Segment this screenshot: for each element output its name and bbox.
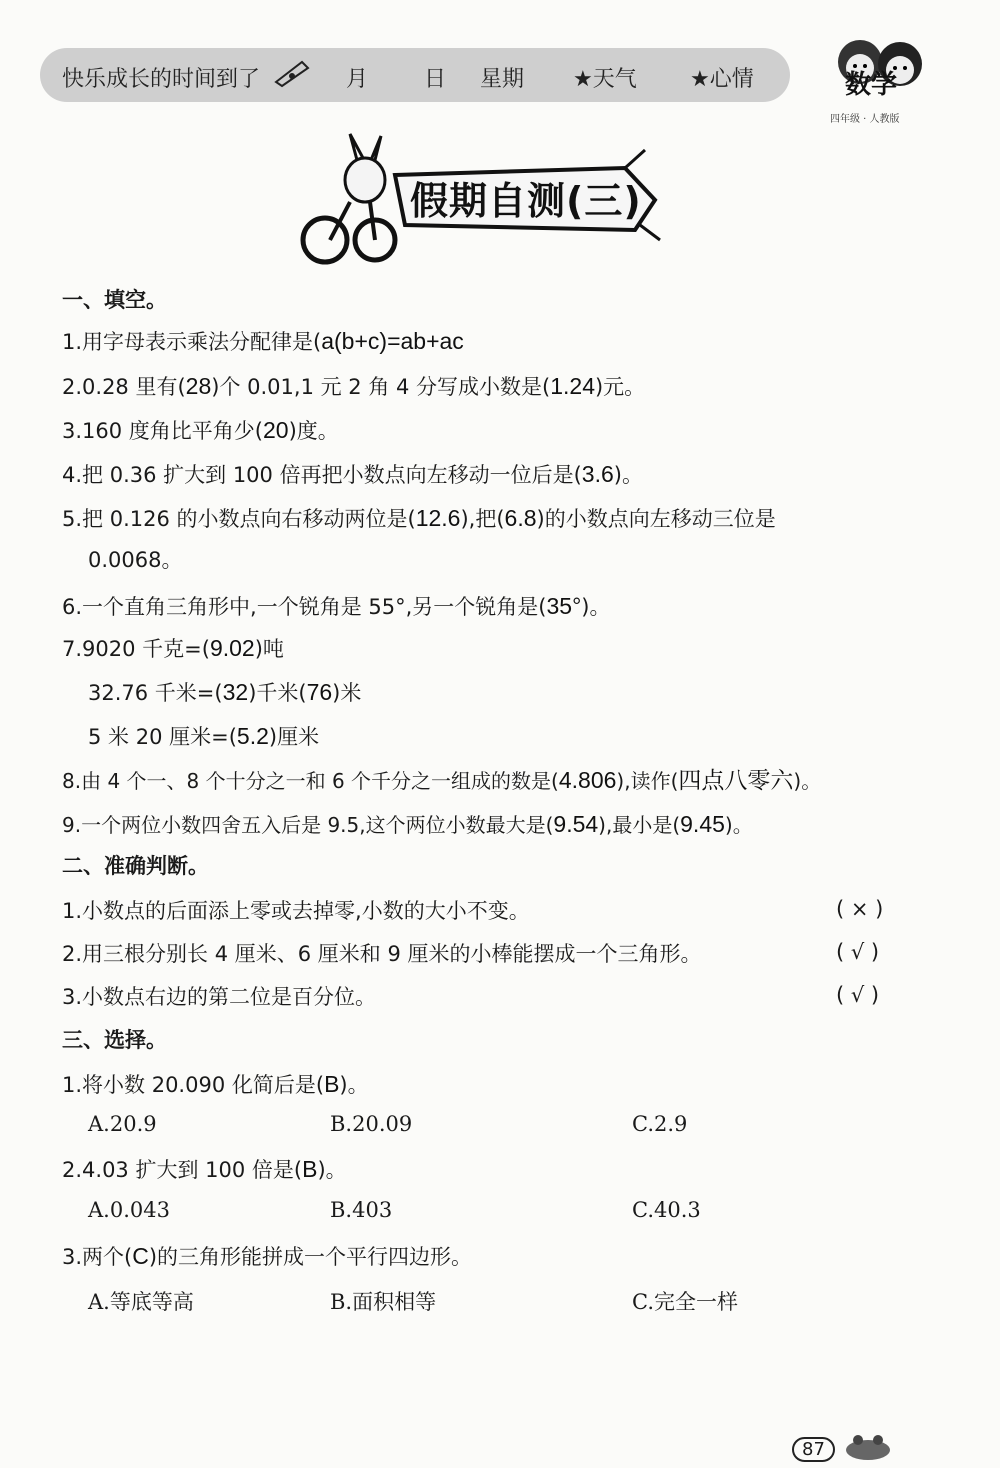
frog-decoration-icon xyxy=(838,1432,898,1462)
banner-title: 假期自测(三) xyxy=(410,179,642,223)
answer: 28 xyxy=(185,373,212,399)
question-text: )个 0.01,1 元 2 角 4 分写成小数是( xyxy=(211,375,551,399)
pencil-icon xyxy=(272,56,312,88)
question-text: 9.一个两位小数四舍五入后是 9.5,这个两位小数最大是( xyxy=(62,813,554,837)
question-text: ),读作( xyxy=(616,769,679,793)
header-mood: ★心情 xyxy=(690,67,754,92)
header-day: 日 xyxy=(424,67,447,92)
answer: 20 xyxy=(263,417,289,443)
answer: 9.45 xyxy=(680,811,725,837)
answer: C xyxy=(132,1243,149,1269)
header-slogan: 快乐成长的时间到了 xyxy=(62,67,261,92)
answer: 四点八零六 xyxy=(678,767,794,793)
choice-q2-option-a: A.0.043 xyxy=(88,1198,170,1222)
question-text: )千米( xyxy=(248,681,307,705)
section-choice-heading: 三、选择。 xyxy=(62,1028,167,1052)
choice-q1-option-c: C.2.9 xyxy=(632,1112,688,1136)
question-text: 32.76 千米=( xyxy=(88,681,223,705)
question-text: 5.把 0.126 的小数点向右移动两位是( xyxy=(62,507,416,531)
question-text: )的三角形能拼成一个平行四边形。 xyxy=(148,1245,473,1269)
question-text: )。 xyxy=(581,595,611,619)
header-weather: ★天气 xyxy=(573,67,637,92)
choice-q2 xyxy=(62,1155,347,1184)
answer: 5.2 xyxy=(236,723,269,749)
judge-q3: 3.小数点右边的第二位是百分位。 xyxy=(62,985,377,1009)
question-text: 5 米 20 厘米=( xyxy=(88,725,237,749)
question-text: 2.0.28 里有( xyxy=(62,375,186,399)
question-text: )度。 xyxy=(288,419,339,443)
question-text: )元。 xyxy=(594,375,646,399)
fill-q9 xyxy=(62,810,753,839)
question-text: )。 xyxy=(339,1073,369,1097)
question-text: 1.用字母表示乘法分配律是( xyxy=(62,330,322,354)
section-judge-heading: 二、准确判断。 xyxy=(62,854,209,878)
question-text: )吨 xyxy=(254,637,284,661)
section-fill-heading: 一、填空。 xyxy=(62,288,167,312)
answer: a(b+c)=ab+ac xyxy=(321,328,464,354)
answer: 3.6 xyxy=(581,461,614,487)
question-text: 6.一个直角三角形中,一个锐角是 55°,另一个锐角是( xyxy=(62,595,547,619)
question-text: 4.把 0.36 扩大到 100 倍再把小数点向左移动一位后是( xyxy=(62,463,582,487)
question-text: )。 xyxy=(793,769,822,793)
judge-q1: 1.小数点的后面添上零或去掉零,小数的大小不变。 xyxy=(62,899,530,923)
judge-q2-mark: ( √ ) xyxy=(836,940,880,964)
choice-q2-option-b: B.403 xyxy=(330,1198,393,1222)
question-text: )。 xyxy=(724,813,753,837)
question-text: )米 xyxy=(332,681,362,705)
answer: 1.24 xyxy=(550,373,595,399)
fill-q7-line3 xyxy=(88,722,319,751)
question-text: 2.4.03 扩大到 100 倍是( xyxy=(62,1158,303,1182)
fill-q5-continued: 0.0068。 xyxy=(88,548,183,572)
question-text: ),把( xyxy=(460,507,505,531)
choice-q3-option-c: C.完全一样 xyxy=(632,1290,738,1314)
question-text: )的小数点向左移动三位是 xyxy=(536,507,776,531)
choice-q3-option-b: B.面积相等 xyxy=(330,1290,437,1314)
answer: 76 xyxy=(306,679,333,705)
answer: 6.8 xyxy=(504,505,537,531)
fill-q4 xyxy=(62,460,643,489)
choice-q1-option-a: A.20.9 xyxy=(88,1112,157,1136)
fill-q3 xyxy=(62,416,339,445)
choice-q2-option-c: C.40.3 xyxy=(632,1198,701,1222)
fill-q8 xyxy=(62,766,821,795)
choice-q1 xyxy=(62,1070,369,1099)
question-text: ),最小是( xyxy=(598,813,681,837)
header-week: 星期 xyxy=(480,67,525,92)
judge-q1-mark: ( × ) xyxy=(836,897,884,921)
answer: B xyxy=(302,1156,318,1182)
page-number: 87 xyxy=(792,1437,835,1462)
logo-subtitle: 四年级 · 人教版 xyxy=(830,114,900,125)
answer: 9.54 xyxy=(553,811,599,837)
question-text: 3.160 度角比平角少( xyxy=(62,419,263,443)
header-month: 月 xyxy=(346,67,369,92)
question-text: 3.两个( xyxy=(62,1245,133,1269)
fill-q7 xyxy=(62,634,284,663)
question-text: )。 xyxy=(317,1158,347,1182)
choice-q1-option-b: B.20.09 xyxy=(330,1112,413,1136)
answer: 32 xyxy=(222,679,249,705)
answer: 4.806 xyxy=(558,767,617,793)
question-text: 7.9020 千克=( xyxy=(62,637,210,661)
judge-q2: 2.用三根分别长 4 厘米、6 厘米和 9 厘米的小棒能摆成一个三角形。 xyxy=(62,942,702,966)
fill-q6 xyxy=(62,592,610,621)
fill-q1 xyxy=(62,327,464,356)
choice-q3-option-a: A.等底等高 xyxy=(88,1290,194,1314)
fill-q5 xyxy=(62,504,776,533)
fill-q7-line2 xyxy=(88,678,361,707)
question-text: )。 xyxy=(613,463,643,487)
question-text: 1.将小数 20.090 化简后是( xyxy=(62,1073,325,1097)
fill-q2 xyxy=(62,372,645,401)
question-text: )厘米 xyxy=(268,725,320,749)
judge-q3-mark: ( √ ) xyxy=(836,983,880,1007)
choice-q3 xyxy=(62,1242,472,1271)
answer: 12.6 xyxy=(415,505,461,531)
answer: B xyxy=(324,1071,340,1097)
answer: 35° xyxy=(546,593,582,619)
logo-title: 数学 xyxy=(845,70,898,100)
question-text: 8.由 4 个一、8 个十分之一和 6 个千分之一组成的数是( xyxy=(62,769,559,793)
answer: 9.02 xyxy=(209,635,255,661)
